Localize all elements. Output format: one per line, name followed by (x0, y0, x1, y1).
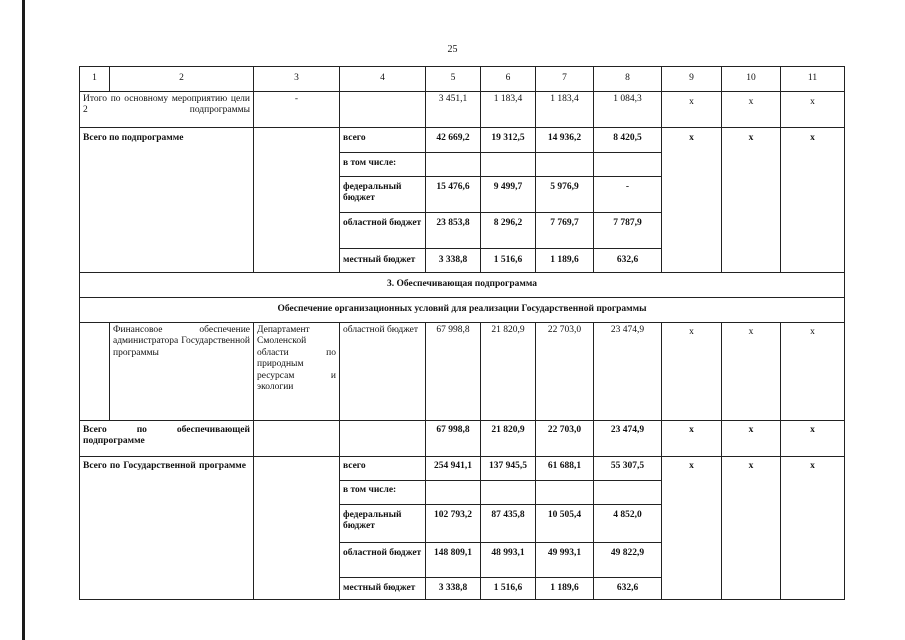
section-title-row (80, 273, 845, 298)
table-row-vsego-podprogramme (80, 128, 845, 153)
value-cell: 61 688,1 (536, 457, 594, 481)
value-cell: 67 998,8 (426, 421, 481, 457)
header-cell: 6 (481, 67, 536, 92)
value-cell: 48 993,1 (481, 543, 536, 578)
value-cell: 9 499,7 (481, 177, 536, 213)
value-cell: 10 505,4 (536, 505, 594, 543)
header-cell: 9 (662, 67, 722, 92)
source-cell: в том числе: (340, 481, 426, 505)
value-cell: 7 787,9 (594, 213, 662, 249)
value-cell: 23 474,9 (594, 323, 662, 421)
value-cell: 3 451,1 (426, 92, 481, 128)
source-cell: областной бюджет (340, 323, 426, 421)
row-label (80, 457, 254, 600)
section-title: 3. Обеспечивающая подпрограмма (80, 273, 845, 298)
value-cell (426, 481, 481, 505)
value-cell: 1 183,4 (481, 92, 536, 128)
value-cell (481, 153, 536, 177)
page-number: 25 (447, 44, 458, 55)
x-mark: х (662, 457, 722, 600)
value-cell: 49 993,1 (536, 543, 594, 578)
value-cell: 148 809,1 (426, 543, 481, 578)
value-cell (594, 153, 662, 177)
value-cell (536, 153, 594, 177)
executor-cell (254, 421, 340, 457)
value-cell: 3 338,8 (426, 578, 481, 600)
header-cell: 11 (781, 67, 845, 92)
source-cell: местный бюджет (340, 578, 426, 600)
row-label-text: Всего по Государственной программе (83, 461, 246, 471)
x-mark: х (722, 421, 781, 457)
value-cell: 3 338,8 (426, 249, 481, 273)
value-cell: 55 307,5 (594, 457, 662, 481)
header-cell: 7 (536, 67, 594, 92)
value-cell: 14 936,2 (536, 128, 594, 153)
value-cell: 19 312,5 (481, 128, 536, 153)
value-cell: 1 189,6 (536, 249, 594, 273)
source-cell (340, 92, 426, 128)
value-cell: 1 183,4 (536, 92, 594, 128)
value-cell: 1 516,6 (481, 578, 536, 600)
source-cell: областной бюджет (340, 213, 426, 249)
x-mark: х (662, 421, 722, 457)
header-cell: 10 (722, 67, 781, 92)
value-cell: 632,6 (594, 578, 662, 600)
value-cell: 21 820,9 (481, 421, 536, 457)
source-cell: в том числе: (340, 153, 426, 177)
table-row-financial (80, 323, 845, 421)
x-mark: х (781, 457, 845, 600)
value-cell (426, 153, 481, 177)
value-cell: 254 941,1 (426, 457, 481, 481)
row-label: Всего по подпрограмме (80, 128, 254, 273)
value-cell: 4 852,0 (594, 505, 662, 543)
value-cell: 632,6 (594, 249, 662, 273)
value-cell: 23 853,8 (426, 213, 481, 249)
value-cell: - (594, 177, 662, 213)
value-cell: 22 703,0 (536, 323, 594, 421)
value-cell: 1 516,6 (481, 249, 536, 273)
budget-table (79, 66, 845, 600)
value-cell: 1 084,3 (594, 92, 662, 128)
header-cell: 2 (110, 67, 254, 92)
value-cell: 42 669,2 (426, 128, 481, 153)
value-cell: 5 976,9 (536, 177, 594, 213)
source-cell: всего (340, 128, 426, 153)
value-cell: 67 998,8 (426, 323, 481, 421)
x-mark: х (722, 323, 781, 421)
table-row-itogo (80, 92, 845, 128)
executor-cell (254, 128, 340, 273)
executor-cell (254, 457, 340, 600)
source-cell: федеральный бюджет (340, 177, 426, 213)
source-cell: областной бюджет (340, 543, 426, 578)
table-row-vsego-gos (80, 457, 845, 481)
left-margin-rule (22, 0, 25, 640)
row-label: Итого по основному мероприятию цели 2 подпрограммы (80, 92, 254, 128)
header-cell: 8 (594, 67, 662, 92)
header-cell: 1 (80, 67, 110, 92)
x-mark: х (781, 92, 845, 128)
header-cell: 3 (254, 67, 340, 92)
value-cell: 8 420,5 (594, 128, 662, 153)
value-cell: 8 296,2 (481, 213, 536, 249)
value-cell (481, 481, 536, 505)
x-mark: х (781, 128, 845, 273)
header-cell: 4 (340, 67, 426, 92)
executor-cell: - (254, 92, 340, 128)
x-mark: х (662, 92, 722, 128)
header-row (80, 67, 845, 92)
number-cell (80, 323, 110, 421)
value-cell: 23 474,9 (594, 421, 662, 457)
source-cell: федеральный бюджет (340, 505, 426, 543)
section-subtitle-row (80, 298, 845, 323)
value-cell: 137 945,5 (481, 457, 536, 481)
value-cell: 102 793,2 (426, 505, 481, 543)
header-cell: 5 (426, 67, 481, 92)
value-cell: 15 476,6 (426, 177, 481, 213)
value-cell: 49 822,9 (594, 543, 662, 578)
x-mark: х (662, 128, 722, 273)
x-mark: х (722, 128, 781, 273)
section-subtitle: Обеспечение организационных условий для реализации Государственной программы (80, 298, 845, 323)
row-label: Финансовое обеспечение администратора Государственной программы (110, 323, 254, 421)
source-cell: местный бюджет (340, 249, 426, 273)
value-cell: 22 703,0 (536, 421, 594, 457)
source-cell (340, 421, 426, 457)
row-label: Всего по обеспечивающей подпрограмме (80, 421, 254, 457)
x-mark: х (662, 323, 722, 421)
value-cell: 1 189,6 (536, 578, 594, 600)
value-cell: 87 435,8 (481, 505, 536, 543)
table-row-vsego-obesp (80, 421, 845, 457)
value-cell (594, 481, 662, 505)
executor-cell: Департамент Смоленской области по природным ресурсам и экологии (254, 323, 340, 421)
x-mark: х (781, 421, 845, 457)
value-cell (536, 481, 594, 505)
x-mark: х (781, 323, 845, 421)
x-mark: х (722, 92, 781, 128)
x-mark: х (722, 457, 781, 600)
source-cell: всего (340, 457, 426, 481)
value-cell: 21 820,9 (481, 323, 536, 421)
value-cell: 7 769,7 (536, 213, 594, 249)
